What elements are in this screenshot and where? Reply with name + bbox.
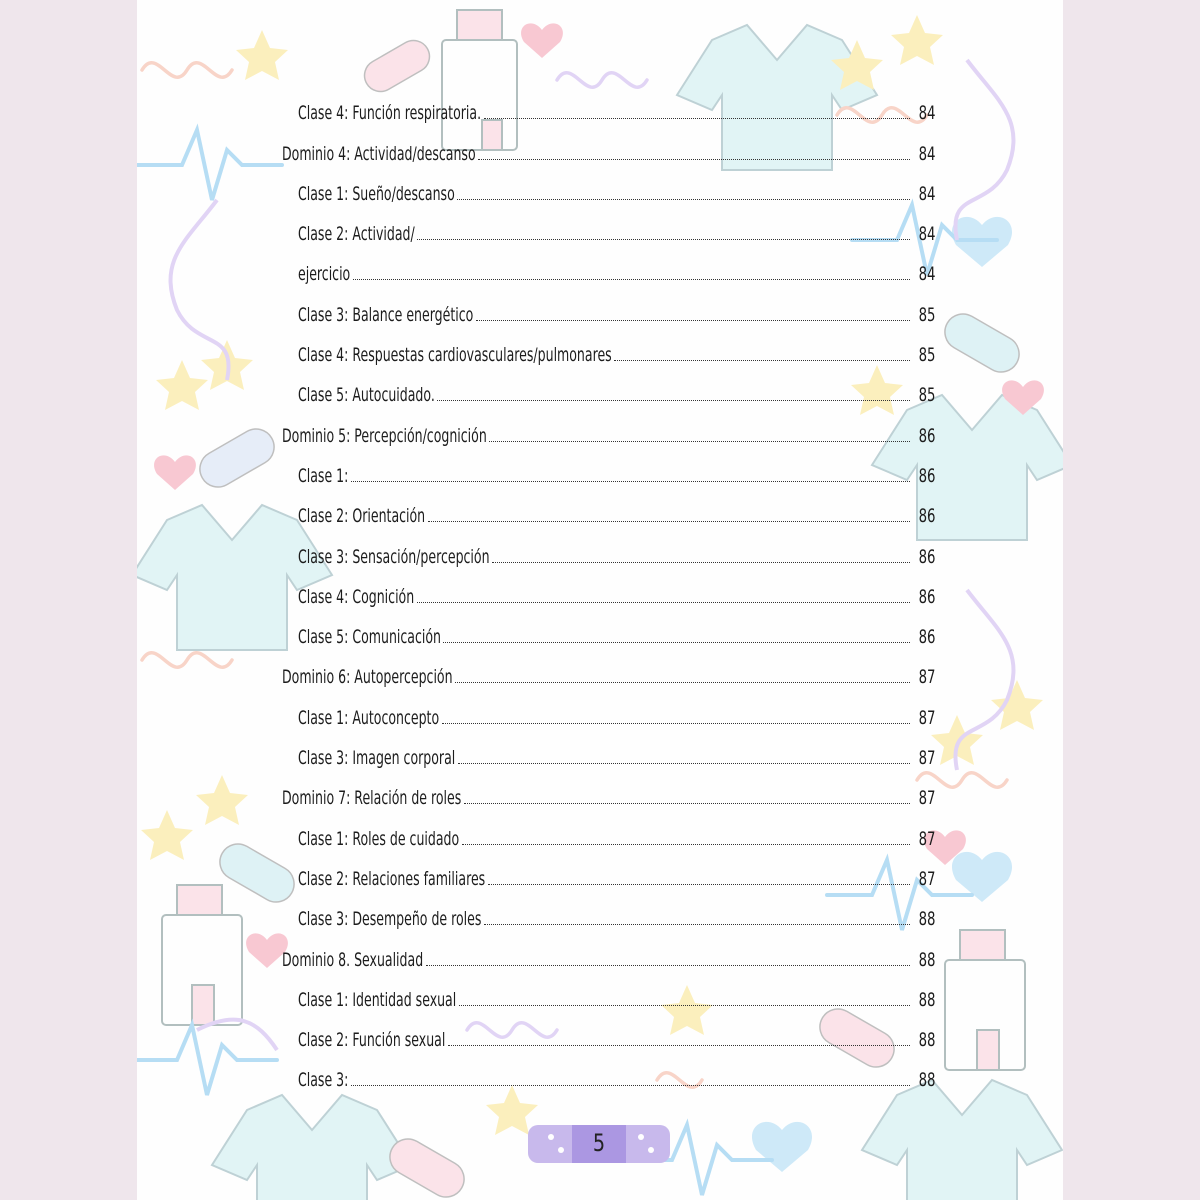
toc-page-number: 84 — [918, 102, 936, 125]
toc-page-number: 86 — [918, 424, 936, 447]
toc-page-number: 88 — [918, 948, 936, 971]
toc-class-entry[interactable] — [282, 165, 934, 205]
toc-dot-leader — [457, 198, 910, 200]
toc-class-entry[interactable] — [282, 487, 934, 527]
toc-page-number: 88 — [918, 908, 936, 931]
toc-page-number: 86 — [918, 545, 936, 568]
toc-entry-title: Clase 2: Actividad/ — [298, 223, 415, 246]
toc-entry-title: Clase 1: — [298, 464, 349, 487]
toc-entry-title-wrap — [298, 183, 455, 205]
toc-page-number: 86 — [918, 626, 936, 649]
toc-dot-leader — [478, 158, 910, 160]
toc-class-entry[interactable] — [282, 1011, 934, 1051]
toc-dot-leader — [489, 440, 910, 442]
toc-entry-title: Dominio 4: Actividad/descanso — [282, 142, 476, 165]
toc-page-number: 88 — [918, 988, 936, 1011]
document-page — [137, 0, 1063, 1200]
toc-entry-title-wrap — [298, 304, 474, 326]
toc-dot-leader — [417, 601, 910, 603]
toc-dot-leader — [437, 399, 910, 401]
toc-entry-title-wrap — [298, 1069, 349, 1091]
toc-class-entry[interactable] — [282, 285, 934, 325]
toc-page-number: 87 — [918, 747, 936, 770]
toc-entry-title: Clase 3: Imagen corporal — [298, 747, 456, 770]
toc-class-entry[interactable] — [282, 568, 934, 608]
toc-page-number: 87 — [918, 867, 936, 890]
toc-entry-title: Clase 1: Sueño/descanso — [298, 182, 455, 205]
toc-page-number: 86 — [918, 464, 936, 487]
toc-dot-leader — [443, 641, 910, 643]
table-of-contents — [282, 84, 934, 1091]
toc-entry-title: Clase 2: Orientación — [298, 505, 426, 528]
toc-entry-title: Clase 1: Identidad sexual — [298, 988, 457, 1011]
toc-class-entry[interactable] — [282, 84, 934, 124]
toc-page-number: 84 — [918, 142, 936, 165]
toc-page-number: 87 — [918, 827, 936, 850]
toc-dot-leader — [353, 278, 910, 280]
toc-dot-leader — [462, 843, 910, 845]
toc-entry-title: ejercicio — [298, 263, 351, 286]
toc-dot-leader — [455, 681, 910, 683]
toc-entry-title: Dominio 6: Autopercepción — [282, 666, 453, 689]
toc-entry-title: Dominio 7: Relación de roles — [282, 787, 462, 810]
toc-dot-leader — [442, 722, 910, 724]
toc-entry-title-wrap — [282, 143, 476, 165]
toc-page-number: 88 — [918, 1029, 936, 1052]
hospital-icon — [945, 930, 1025, 1070]
toc-entry-title-wrap — [298, 505, 426, 527]
toc-dot-leader — [448, 1044, 910, 1046]
toc-page-number: 86 — [918, 505, 936, 528]
toc-dot-leader — [476, 319, 910, 321]
toc-dot-leader — [426, 964, 910, 966]
toc-class-entry[interactable] — [282, 245, 934, 285]
toc-entry-title: Clase 1: Autoconcepto — [298, 706, 440, 729]
toc-class-entry[interactable] — [282, 447, 934, 487]
toc-page-number: 86 — [918, 585, 936, 608]
toc-entry-title-wrap — [298, 747, 456, 769]
toc-domain-entry[interactable] — [282, 930, 934, 970]
toc-dot-leader — [484, 117, 910, 119]
toc-entry-title-wrap — [282, 425, 487, 447]
toc-entry-title: Clase 2: Función sexual — [298, 1029, 446, 1052]
toc-class-entry[interactable] — [282, 688, 934, 728]
toc-entry-title: Dominio 8. Sexualidad — [282, 948, 424, 971]
toc-class-entry[interactable] — [282, 890, 934, 930]
toc-page-number: 84 — [918, 223, 936, 246]
toc-entry-title-wrap — [298, 546, 490, 568]
scrubs-icon — [212, 1095, 412, 1200]
toc-entry-title-wrap — [298, 868, 486, 890]
toc-class-entry[interactable] — [282, 1051, 934, 1091]
toc-page-number: 87 — [918, 787, 936, 810]
toc-dot-leader — [351, 1084, 910, 1086]
toc-class-entry[interactable] — [282, 608, 934, 648]
page-number: 5 — [592, 1129, 606, 1157]
toc-page-number: 85 — [918, 344, 936, 367]
toc-entry-title-wrap — [298, 223, 415, 245]
toc-entry-title-wrap — [298, 384, 435, 406]
toc-page-number: 87 — [918, 666, 936, 689]
toc-entry-title: Clase 3: Sensación/percepción — [298, 545, 490, 568]
toc-entry-title-wrap — [298, 828, 460, 850]
toc-dot-leader — [614, 359, 910, 361]
hospital-icon — [162, 885, 242, 1025]
toc-page-number: 85 — [918, 303, 936, 326]
toc-entry-title: Clase 1: Roles de cuidado — [298, 827, 460, 850]
toc-entry-title-wrap — [298, 626, 441, 648]
toc-dot-leader — [458, 762, 910, 764]
toc-domain-entry[interactable] — [282, 769, 934, 809]
toc-entry-title: Clase 5: Autocuidado. — [298, 384, 435, 407]
toc-entry-title-wrap — [298, 344, 612, 366]
toc-domain-entry[interactable] — [282, 124, 934, 164]
toc-class-entry[interactable] — [282, 527, 934, 567]
toc-dot-leader — [488, 883, 910, 885]
toc-page-number: 87 — [918, 706, 936, 729]
toc-entry-title-wrap — [298, 465, 349, 487]
toc-dot-leader — [464, 802, 910, 804]
toc-class-entry[interactable] — [282, 205, 934, 245]
toc-entry-title: Clase 3: Balance energético — [298, 303, 474, 326]
toc-entry-title: Dominio 5: Percepción/cognición — [282, 424, 487, 447]
toc-entry-title: Clase 4: Respuestas cardiovasculares/pulmonares — [298, 344, 612, 367]
toc-domain-entry[interactable] — [282, 648, 934, 688]
toc-entry-title-wrap — [298, 989, 457, 1011]
toc-dot-leader — [417, 238, 910, 240]
toc-class-entry[interactable] — [282, 729, 934, 769]
toc-page-number: 85 — [918, 384, 936, 407]
toc-entry-title-wrap — [282, 666, 453, 688]
page-number-badge — [528, 1125, 670, 1163]
scrubs-icon — [862, 1080, 1062, 1200]
toc-entry-title-wrap — [298, 707, 440, 729]
toc-entry-title-wrap — [282, 787, 462, 809]
toc-dot-leader — [351, 480, 910, 482]
toc-class-entry[interactable] — [282, 971, 934, 1011]
toc-entry-title: Clase 4: Función respiratoria. — [298, 102, 482, 125]
toc-class-entry[interactable] — [282, 809, 934, 849]
toc-page-number: 84 — [918, 263, 936, 286]
toc-entry-title: Clase 3: — [298, 1069, 349, 1092]
toc-class-entry[interactable] — [282, 850, 934, 890]
toc-entry-title-wrap — [298, 586, 415, 608]
toc-entry-title-wrap — [298, 263, 351, 285]
toc-page-number: 88 — [918, 1069, 936, 1092]
toc-dot-leader — [492, 561, 910, 563]
toc-dot-leader — [459, 1004, 910, 1006]
toc-entry-title: Clase 5: Comunicación — [298, 626, 441, 649]
toc-entry-title: Clase 2: Relaciones familiares — [298, 867, 486, 890]
toc-domain-entry[interactable] — [282, 406, 934, 446]
toc-entry-title: Clase 3: Desempeño de roles — [298, 908, 482, 931]
toc-entry-title-wrap — [298, 908, 482, 930]
toc-class-entry[interactable] — [282, 326, 934, 366]
toc-entry-title-wrap — [282, 949, 424, 971]
toc-entry-title-wrap — [298, 1029, 446, 1051]
toc-entry-title-wrap — [298, 102, 482, 124]
toc-dot-leader — [428, 520, 910, 522]
toc-dot-leader — [484, 923, 910, 925]
toc-class-entry[interactable] — [282, 366, 934, 406]
toc-page-number: 84 — [918, 182, 936, 205]
toc-entry-title: Clase 4: Cognición — [298, 585, 415, 608]
